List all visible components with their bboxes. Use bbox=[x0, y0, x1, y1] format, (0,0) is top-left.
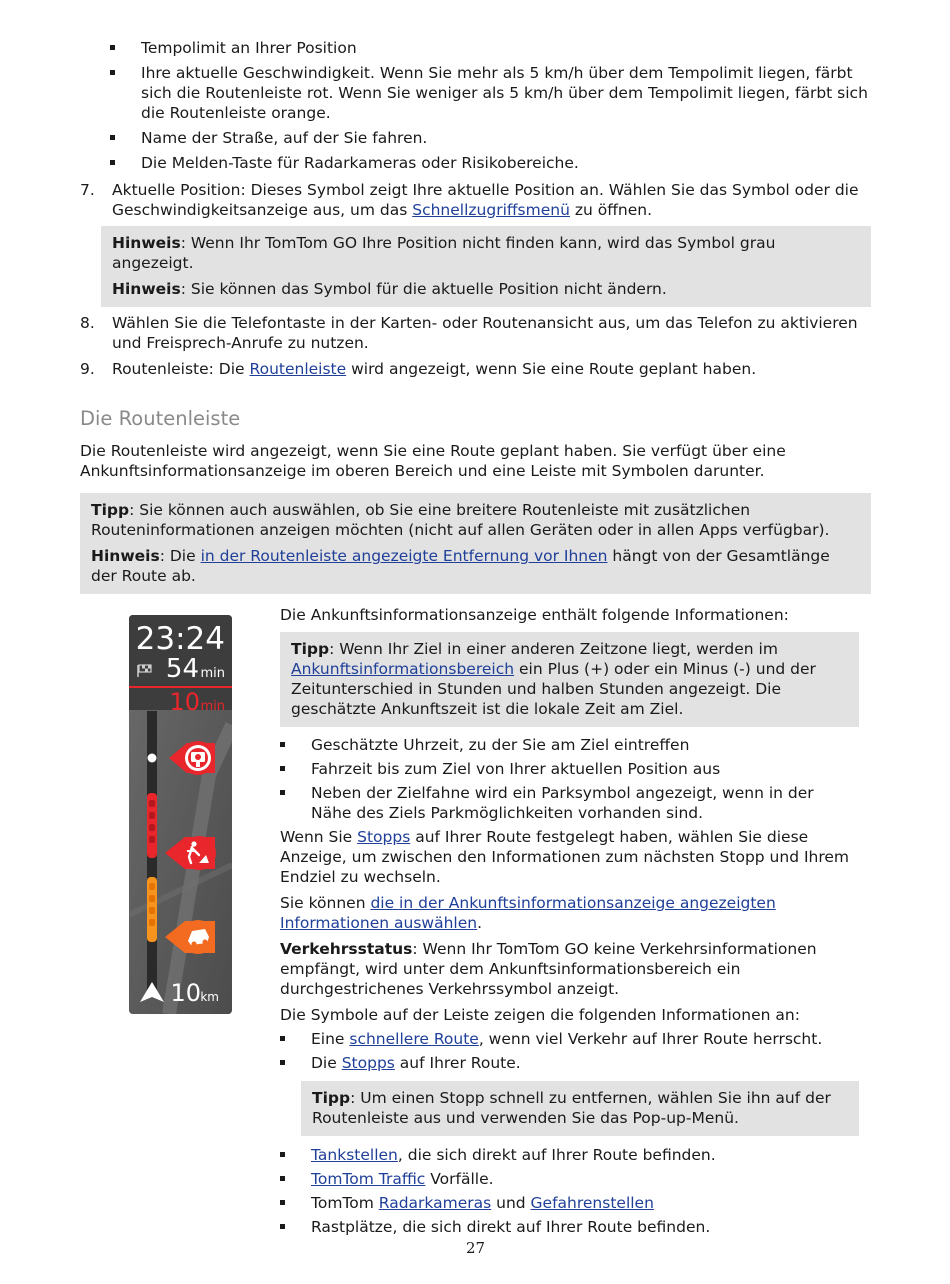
route-bar-illustration bbox=[129, 615, 232, 1014]
list-item: TomTom Traffic Vorfälle. bbox=[280, 1169, 855, 1189]
list-item: Geschätzte Uhrzeit, zu der Sie am Ziel eintreffen bbox=[280, 735, 855, 755]
top-bullet-list bbox=[110, 38, 875, 178]
current-position-dot bbox=[148, 754, 157, 763]
arrival-info-intro: Die Ankunftsinformationsanzeige enthält folgende Informationen: bbox=[280, 606, 789, 624]
numbered-item-8: 8. Wählen Sie die Telefontaste in der Karten- oder Routenansicht aus, um das Telefon zu aktivieren und Freisprech-Anrufe zu nutzen. bbox=[80, 314, 858, 352]
list-item: Ihre aktuelle Geschwindigkeit. Wenn Sie mehr als 5 km/h über dem Tempolimit liegen, färbt sich die Routenleiste rot. Wenn Sie weniger als 5 km/h über dem Tempolimit liegen, färbt sich die Routenleiste orange. bbox=[110, 63, 875, 123]
note-box-position: Hinweis: Wenn Ihr TomTom GO Ihre Position nicht finden kann, wird das Symbol grau angezeigt. Hinweis: Sie können das Symbol für die aktuelle Position nicht ändern. bbox=[101, 226, 871, 307]
link-schnellere-route[interactable]: schnellere Route bbox=[349, 1030, 479, 1048]
link-entfernung-vor-ihnen[interactable]: in der Routenleiste angezeigte Entfernung vor Ihnen bbox=[200, 547, 608, 565]
numbered-items-8-9 bbox=[80, 313, 870, 385]
right-column bbox=[280, 605, 855, 1237]
numbered-item-9: 9. Routenleiste: Die Routenleiste wird angezeigt, wenn Sie eine Route geplant haben. bbox=[80, 360, 757, 378]
tip-box-routenleiste: Tipp: Sie können auch auswählen, ob Sie eine breitere Routenleiste mit zusätzlichen Routeninformationen anzeigen möchten (nicht auf allen Geräten oder in allen Apps verfügbar). Hinweis: Die in der Routenleiste angezeigte Entfernung vor Ihnen hängt von der Gesamtlänge der Route ab. bbox=[80, 493, 871, 594]
page-number: 27 bbox=[466, 1239, 486, 1257]
symbols-list-a bbox=[280, 1029, 855, 1073]
stopps-paragraph: Wenn Sie Stopps auf Ihrer Route festgelegt haben, wählen Sie diese Anzeige, um zwischen den Informationen zum nächsten Stopp und Ihrem Endziel zu wechseln. bbox=[280, 828, 850, 886]
symbols-list-b bbox=[280, 1145, 855, 1237]
link-tomtom-traffic[interactable]: TomTom Traffic bbox=[311, 1170, 426, 1188]
list-item: Fahrzeit bis zum Ziel von Ihrer aktuellen Position aus bbox=[280, 759, 855, 779]
section-intro: Die Routenleiste wird angezeigt, wenn Sie eine Route geplant haben. Sie verfügt über eine Ankunftsinformationsanzeige im oberen Bereich und eine Leiste mit Symbolen darunter. bbox=[80, 442, 786, 480]
travel-duration: 54 bbox=[165, 654, 199, 684]
traffic-delay-unit: min bbox=[200, 699, 225, 714]
list-item: Tempolimit an Ihrer Position bbox=[110, 38, 875, 58]
list-item: Name der Straße, auf der Sie fahren. bbox=[110, 128, 875, 148]
eta-time: 23:24 bbox=[135, 621, 225, 657]
list-item: TomTom Radarkameras und Gefahrenstellen bbox=[280, 1193, 855, 1213]
list-item: Eine schnellere Route, wenn viel Verkehr auf Ihrer Route herrscht. bbox=[280, 1029, 855, 1049]
link-stopps-2[interactable]: Stopps bbox=[341, 1054, 395, 1072]
list-item: Tankstellen, die sich direkt auf Ihrer Route befinden. bbox=[280, 1145, 855, 1165]
link-tankstellen[interactable]: Tankstellen bbox=[311, 1146, 398, 1164]
link-schnellzugriffsmenue[interactable]: Schnellzugriffsmenü bbox=[412, 201, 570, 219]
distance-ahead: 10 bbox=[170, 979, 201, 1007]
list-item: Die Stopps auf Ihrer Route. bbox=[280, 1053, 855, 1073]
traffic-status-paragraph: Verkehrsstatus: Wenn Ihr TomTom GO keine Verkehrsinformationen empfängt, wird unter dem Ankunftsinformationsbereich ein durchgestrichenes Verkehrssymbol anzeigt. bbox=[280, 940, 817, 998]
select-info-paragraph: Sie können die in der Ankunftsinformationsanzeige angezeigten Informationen auswählen. bbox=[280, 894, 776, 932]
link-gefahrenstellen[interactable]: Gefahrenstellen bbox=[530, 1194, 654, 1212]
distance-ahead-unit: km bbox=[200, 990, 219, 1004]
list-item: Die Melden-Taste für Radarkameras oder Risikobereiche. bbox=[110, 153, 875, 173]
route-bar-graphic bbox=[129, 615, 232, 1014]
arrival-info-list bbox=[280, 735, 855, 823]
numbered-item-7: 7. Aktuelle Position: Dieses Symbol zeigt Ihre aktuelle Position an. Wählen Sie das Symbol oder die Geschwindigkeitsanzeige aus, um das Schnellzugriffsmenü zu öffnen. bbox=[80, 181, 859, 219]
link-radarkameras[interactable]: Radarkameras bbox=[378, 1194, 492, 1212]
tip-box-remove-stop: Tipp: Um einen Stopp schnell zu entfernen, wählen Sie ihn auf der Routenleiste aus und verwenden Sie das Pop-up-Menü. bbox=[301, 1081, 859, 1136]
link-routenleiste[interactable]: Routenleiste bbox=[249, 360, 347, 378]
travel-duration-unit: min bbox=[200, 666, 225, 681]
link-stopps[interactable]: Stopps bbox=[357, 828, 411, 846]
list-item: Rastplätze, die sich direkt auf Ihrer Route befinden. bbox=[280, 1217, 855, 1237]
link-ankunftsinformationsbereich[interactable]: Ankunftsinformationsbereich bbox=[291, 660, 515, 678]
list-item: Neben der Zielfahne wird ein Parksymbol angezeigt, wenn in der Nähe des Ziels Parkmöglichkeiten vorhanden sind. bbox=[280, 783, 855, 823]
section-title: Die Routenleiste bbox=[80, 407, 241, 430]
tip-box-timezone: Tipp: Wenn Ihr Ziel in einer anderen Zeitzone liegt, werden im Ankunftsinformationsbereich ein Plus (+) oder ein Minus (-) und der Zeitunterschied in Stunden und halben Stunden angezeigt. Die geschätzte Ankunftszeit ist die lokale Zeit am Ziel. bbox=[280, 632, 859, 727]
traffic-delay: 10 bbox=[169, 688, 200, 716]
symbols-intro: Die Symbole auf der Leiste zeigen die folgenden Informationen an: bbox=[280, 1006, 800, 1024]
link-info-auswaehlen[interactable]: die in der Ankunftsinformationsanzeige angezeigten Informationen auswählen bbox=[280, 894, 776, 932]
